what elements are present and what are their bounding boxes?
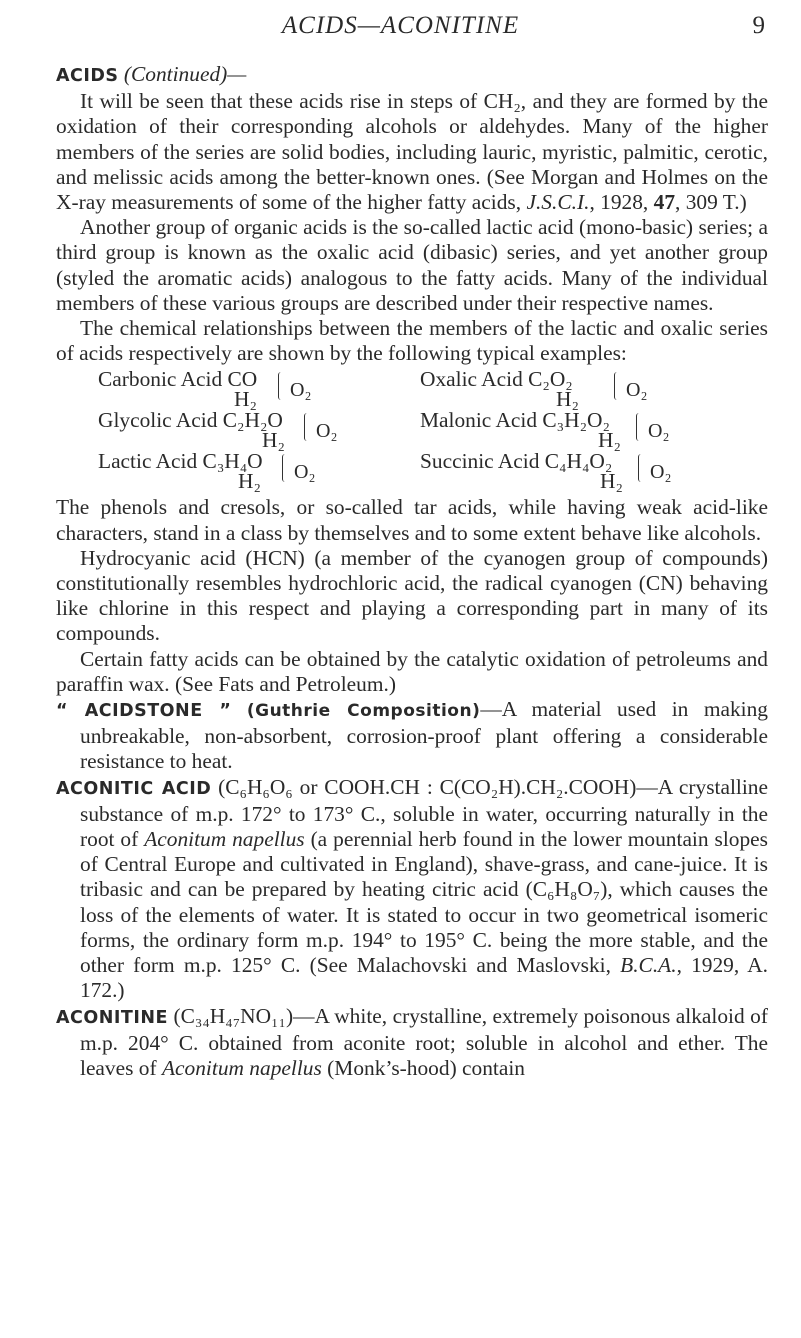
formula-glycolic bbox=[98, 408, 410, 453]
acids-continued-heading bbox=[56, 62, 768, 89]
formula-h2: H₂ bbox=[238, 469, 261, 494]
brace-icon bbox=[304, 413, 312, 441]
aconitic-text3: , 1929, A. 172.) bbox=[80, 953, 769, 1003]
formula-o2: O₂ bbox=[294, 461, 316, 484]
formula-table bbox=[56, 367, 768, 494]
paragraph-6: Certain fatty acids can be obtained by the catalytic oxidation of petroleums and paraffin wax. (See Fats and Petroleum.) bbox=[56, 646, 768, 696]
formula-h2: H₂ bbox=[556, 387, 579, 412]
entry-aconitic-acid bbox=[56, 775, 768, 1004]
section-head: ACIDS bbox=[56, 66, 119, 86]
acidstone-text: —A material used in making unbreakable, non-absorbent, corrosion-proof plant offering a considerable resistance to heat. bbox=[80, 697, 768, 774]
formula-name: Oxalic Acid bbox=[420, 367, 523, 392]
formula-carbonic bbox=[98, 367, 410, 412]
para1-text: It will be seen that these acids rise in steps of CH₂, and they are formed by the oxidation of their corresponding alcohols or aldehydes. Many of the higher members of the series are solid bodies, including lauric, myristic, palmitic, cerotic, and melissic acids among the better-known ones. (See Morgan and Holmes on the X-ray measurements of some of the higher fatty acids, bbox=[56, 89, 768, 215]
aconitine-formula: (C₃₄H₄₇NO₁₁) bbox=[173, 1003, 294, 1028]
aconitic-formula: (C₆H₆O₆ or COOH.CH : C(CO₂H).CH₂.COOH) bbox=[218, 774, 637, 799]
paragraph-5: Hydrocyanic acid (HCN) (a member of the cyanogen group of compounds) constitutionally resembles hydrochloric acid, the radical cyanogen (CN) behaving like chlorine in this respect and playing a corresponding part in many of its compounds. bbox=[56, 545, 768, 646]
formula-malonic bbox=[420, 408, 720, 453]
para1-volume: 47 bbox=[653, 190, 676, 215]
paragraph-3: The chemical relationships between the members of the lactic and oxalic series of acids respectively are shown by the following typical examples: bbox=[56, 316, 768, 366]
formula-h2: H₂ bbox=[598, 428, 621, 453]
paragraph-4: The phenols and cresols, or so-called tar acids, while having weak acid-like characters, stand in a class by themselves and to some extent behave like alcohols. bbox=[56, 495, 768, 545]
formula-name: Glycolic Acid bbox=[98, 408, 218, 433]
formula-value: C₂O₂ bbox=[528, 367, 573, 392]
formula-value: C₄H₄O₂ bbox=[544, 449, 613, 474]
formula-oxalic bbox=[420, 367, 720, 412]
entry-aconitine bbox=[56, 1004, 768, 1082]
aconitic-text1: —A crystalline substance of m.p. 172° to 173° C., soluble in water, occurring naturally in the root of bbox=[80, 774, 768, 852]
aconitine-text2: (Monk’s-hood) contain bbox=[327, 1055, 526, 1080]
formula-value: C₂H₂O bbox=[222, 408, 283, 433]
formula-o2: O₂ bbox=[316, 420, 338, 443]
formula-name: Lactic Acid bbox=[98, 449, 198, 474]
para1-end: , 309 T.) bbox=[675, 190, 747, 215]
formula-name: Succinic Acid bbox=[420, 449, 540, 474]
aconitic-head: ACONITIC ACID bbox=[56, 778, 212, 799]
formula-o2: O₂ bbox=[650, 461, 672, 484]
para1-year: , 1928, bbox=[589, 190, 649, 215]
formula-name: Malonic Acid bbox=[420, 408, 538, 433]
formula-value: C₃H₄O bbox=[202, 449, 263, 474]
running-head: ACIDS—ACONITINE bbox=[281, 12, 520, 39]
brace-icon bbox=[278, 372, 286, 400]
formula-o2: O₂ bbox=[290, 379, 312, 402]
formula-h2: H₂ bbox=[234, 387, 257, 412]
formula-o2: O₂ bbox=[648, 420, 670, 443]
para1-journal: J.S.C.I. bbox=[526, 190, 590, 215]
acidstone-paren: (Guthrie Composition) bbox=[246, 701, 481, 722]
aconitic-text2: (a perennial herb found in the lower mountain slopes of Central Europe and cultivated in England), shave-grass, and cane-juice. It is tribasic and can be prepared by heating citric acid (C₆H₈O₇), which causes the loss of the elements of water. It is stated to occur in two geometrical isomeric forms, the ordinary form m.p. 194° to 195° C. being the more stable, and the other form m.p. 125° C. (See Malachovski and Maslovski, bbox=[80, 827, 768, 978]
body-text bbox=[56, 62, 768, 1081]
paragraph-1 bbox=[56, 89, 768, 215]
aconitic-journal: B.C.A. bbox=[620, 953, 677, 978]
formula-lactic bbox=[98, 449, 410, 494]
paragraph-2: Another group of organic acids is the so-called lactic acid (mono-basic) series; a third group is known as the oxalic acid (dibasic) series, and yet another group (styled the aromatic acids) analogous to the fatty acids. Many of the individual members of these various groups are described under their respective names. bbox=[56, 215, 768, 315]
formula-value: C₃H₂O₂ bbox=[542, 408, 610, 433]
formula-value: CO bbox=[227, 367, 258, 392]
page-number: 9 bbox=[752, 12, 765, 39]
brace-icon bbox=[638, 454, 646, 482]
formula-succinic bbox=[420, 449, 720, 494]
aconitine-species: Aconitum napellus bbox=[161, 1055, 322, 1080]
formula-h2: H₂ bbox=[262, 428, 285, 453]
entry-acidstone bbox=[56, 697, 768, 775]
brace-icon bbox=[636, 413, 644, 441]
formula-h2: H₂ bbox=[600, 469, 623, 494]
aconitine-head: ACONITINE bbox=[56, 1007, 168, 1028]
aconitic-species: Aconitum napellus bbox=[144, 827, 305, 852]
formula-name: Carbonic Acid bbox=[98, 367, 223, 392]
aconitine-text1: —A white, crystalline, extremely poisonous alkaloid of m.p. 204° C. obtained from aconite root; soluble in alcohol and ether. The leaves of bbox=[80, 1003, 768, 1080]
acidstone-head: “ ACIDSTONE ” bbox=[56, 701, 232, 722]
brace-icon bbox=[282, 454, 290, 482]
section-head-suffix: (Continued)— bbox=[123, 62, 247, 86]
brace-icon bbox=[614, 372, 622, 400]
formula-o2: O₂ bbox=[626, 379, 648, 402]
